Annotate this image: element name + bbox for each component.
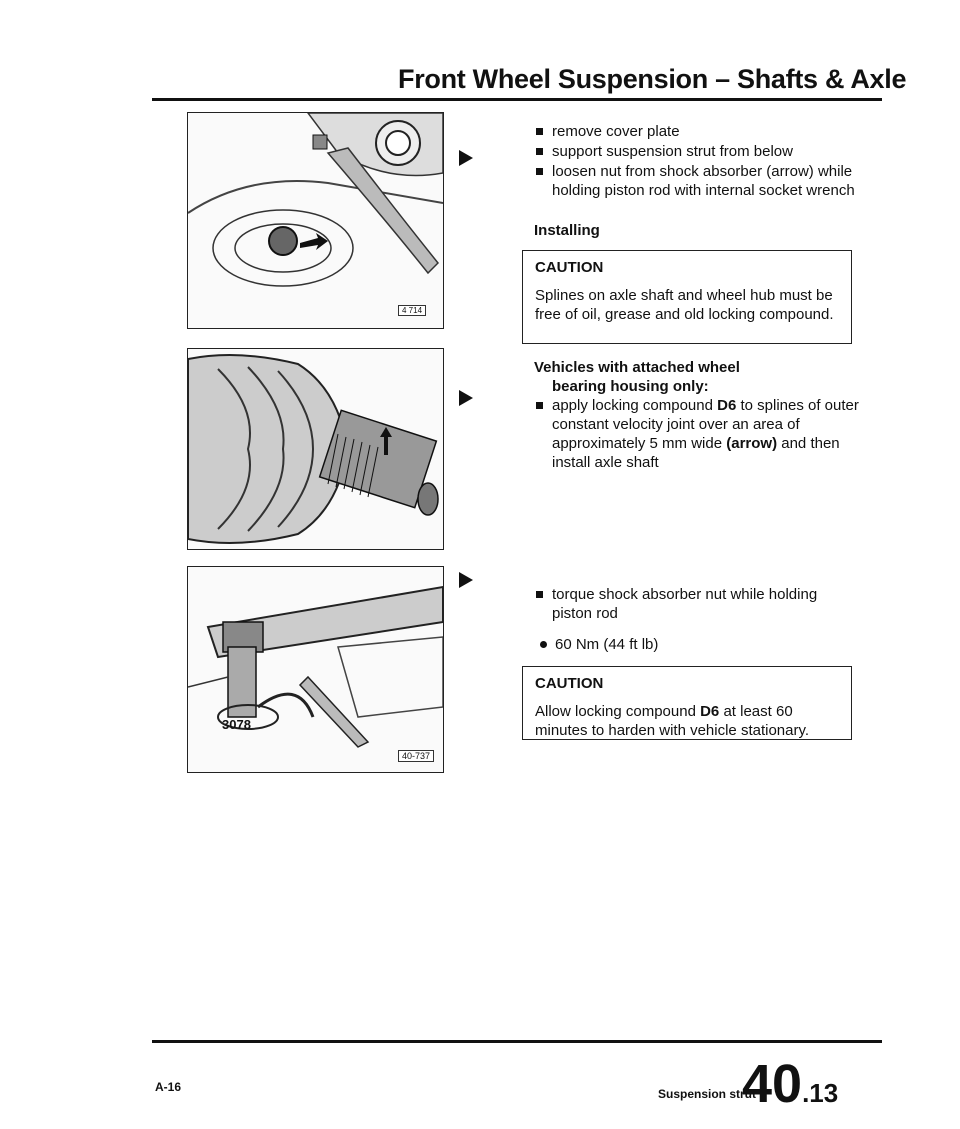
caution-box (522, 666, 852, 740)
arrow-reference: (arrow) (726, 435, 778, 452)
compound-code: D6 (700, 703, 720, 720)
step-item: loosen nut from shock absorber (arrow) while holding piston rod with internal socket wrench (534, 162, 859, 200)
shock-absorber-illustration (188, 113, 443, 328)
caution-title: CAUTION (535, 675, 604, 692)
bullet-dot-icon (540, 641, 547, 648)
step-item: remove cover plate (534, 122, 859, 141)
tool-number-label: 3078 (222, 717, 251, 732)
torque-section (534, 585, 854, 654)
installing-heading: Installing (534, 222, 600, 239)
fig-cv-joint-splines (187, 348, 444, 550)
section-heading-cont: bearing housing only: (552, 378, 709, 395)
step-text: apply locking compound (552, 397, 718, 414)
removal-steps (534, 122, 859, 201)
caution-title: CAUTION (535, 259, 604, 276)
pointer-arrow-icon (459, 390, 473, 406)
section-major: 40 (742, 1054, 803, 1114)
section-number (742, 1053, 838, 1115)
torque-wrench-illustration (188, 567, 443, 772)
step-item: support suspension strut from below (534, 142, 859, 161)
fig-torque-wrench (187, 566, 444, 773)
fig-shock-absorber-nut (187, 112, 444, 329)
compound-code: D6 (717, 397, 737, 414)
caution-body (535, 702, 841, 740)
caution-text: at least 60 minutes to harden with vehicle stationary. (535, 703, 810, 739)
caution-box (522, 250, 852, 344)
page-number: A-16 (155, 1080, 182, 1094)
caution-body: Splines on axle shaft and wheel hub must be free of oil, grease and old locking compound. (535, 287, 834, 323)
figure-code-label: 4 714 (398, 305, 426, 316)
step-item (534, 396, 864, 472)
section-heading: Vehicles with attached wheel (534, 359, 740, 376)
pointer-arrow-icon (459, 572, 473, 588)
torque-spec-text: 60 Nm (44 ft lb) (555, 636, 659, 653)
page-title: Front Wheel Suspension – Shafts & Axle (398, 64, 907, 94)
header-rule (152, 98, 882, 101)
pointer-arrow-icon (459, 150, 473, 166)
section-label: Suspension strut (658, 1087, 757, 1101)
footer-rule (152, 1040, 882, 1043)
step-text: to splines of outer constant velocity joint over an area of approximately 5 mm wide (552, 397, 859, 452)
step-text: and then install axle shaft (552, 435, 840, 471)
caution-text: Allow locking compound (535, 703, 701, 720)
figure-code-label: 40-737 (398, 750, 434, 762)
torque-spec (534, 635, 854, 654)
cv-joint-illustration (188, 349, 443, 549)
attached-bearing-section (534, 358, 864, 473)
section-minor: .13 (802, 1078, 839, 1108)
step-item: torque shock absorber nut while holding piston rod (534, 585, 854, 623)
